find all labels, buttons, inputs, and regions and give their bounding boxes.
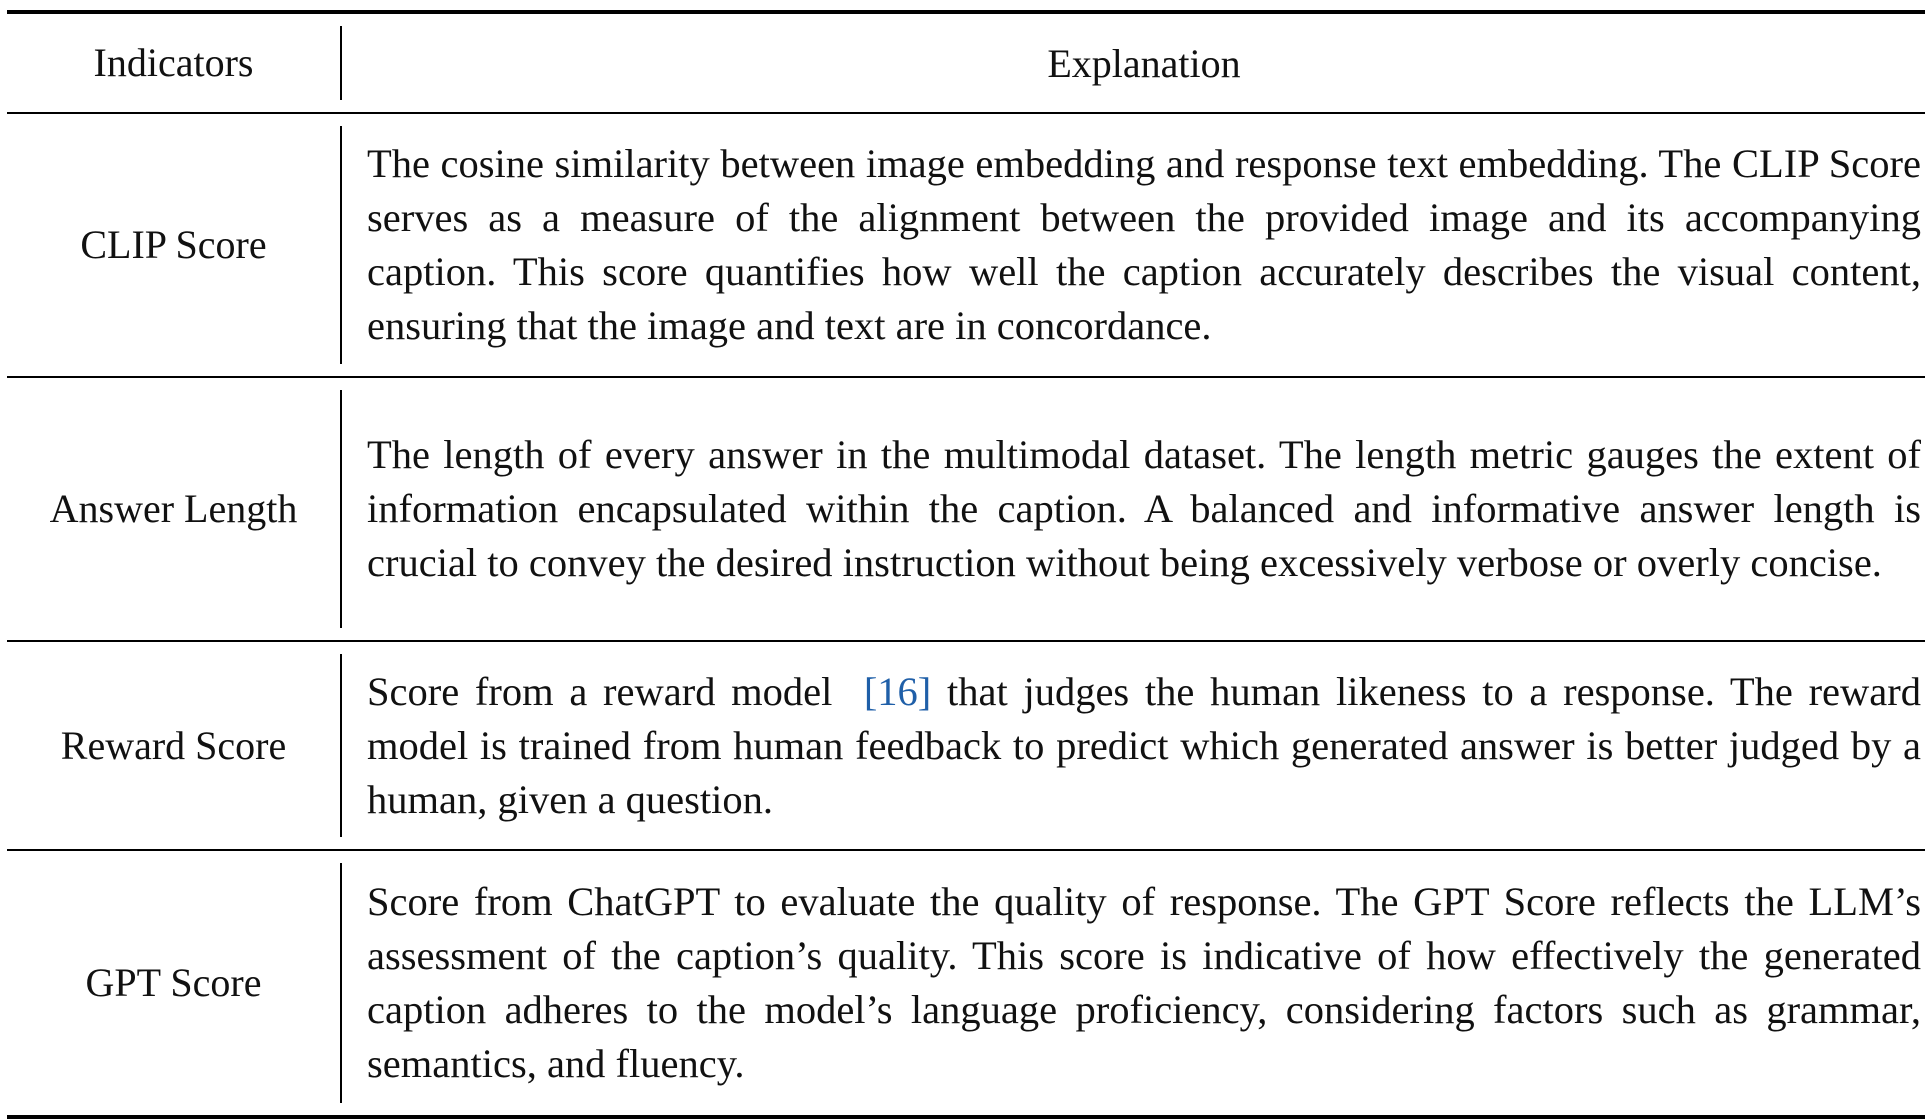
explanation-answer-length: The length of every answer in the multimodal dataset. The length metric gauges the extent of information encapsulated within the caption. A balanced and informative answer length is crucial to convey the desired instruction without being excessively verbose or overly concise. [367, 432, 1921, 585]
explanation-reward-before: Score from a reward model [367, 668, 864, 714]
explanation-cell [342, 851, 1925, 1115]
indicator-gpt-score: GPT Score [85, 960, 262, 1005]
indicators-table [7, 10, 1925, 1119]
citation-link[interactable]: [16] [863, 668, 932, 714]
table-row [7, 851, 1925, 1115]
header-indicators: Indicators [93, 40, 254, 85]
explanation-cell [342, 642, 1925, 849]
table-row [7, 114, 1925, 376]
header-explanation-cell [342, 14, 1925, 112]
table-row [7, 642, 1925, 849]
indicator-answer-length: Answer Length [49, 486, 298, 531]
header-explanation: Explanation [1047, 40, 1241, 86]
explanation-cell [342, 378, 1925, 640]
indicator-reward-score: Reward Score [60, 722, 287, 768]
explanation-clip-score: The cosine similarity between image embedding and response text embedding. The CLIP Score serves as a measure of the alignment between the provided image and its accompanying caption. This score quantifies how well the caption accurately describes the visual content, ensuring that the image and text are in concordance. [367, 141, 1921, 348]
bottom-rule [7, 1115, 1925, 1119]
table-row [7, 378, 1925, 640]
explanation-reward-after: that judges the human likeness to a response. The reward model is trained from human feedback to predict which generated answer is better judged by a human, given a question. [367, 668, 1921, 822]
explanation-cell [342, 114, 1925, 376]
explanation-gpt-score: Score from ChatGPT to evaluate the quality of response. The GPT Score reflects the LLM’s assessment of the caption’s quality. This score is indicative of how effectively the generated caption adheres to the model’s language proficiency, considering factors such as grammar, semantics, and fluency. [367, 879, 1921, 1086]
explanation-reward-score [367, 665, 1921, 827]
indicator-clip-score: CLIP Score [80, 222, 267, 267]
table-header-row [7, 14, 1925, 112]
